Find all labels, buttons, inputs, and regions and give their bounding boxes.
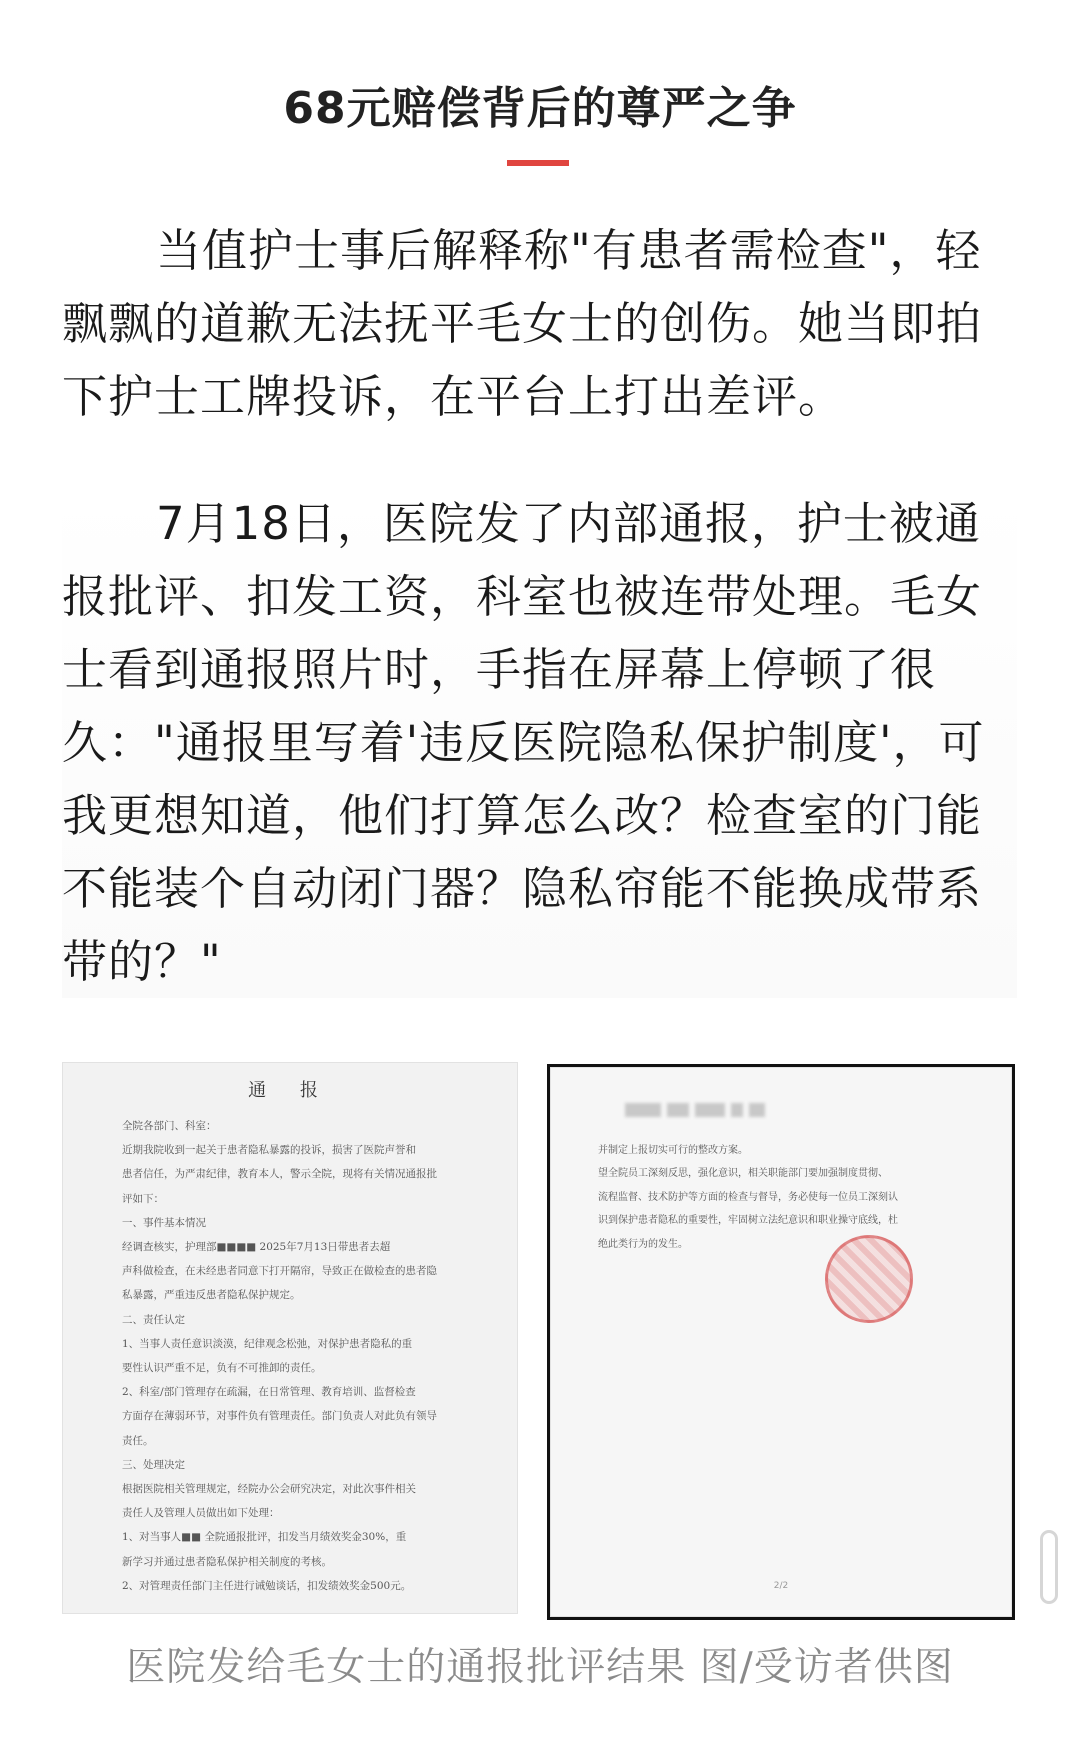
notice-line: 绝此类行为的发生。 [598,1238,688,1250]
scrollbar-thumb[interactable] [1040,1530,1058,1604]
notice-line: 责任。 [122,1434,154,1447]
notice-line: 声科做检查，在未经患者同意下打开隔帘，导致正在做检查的患者隐 [122,1265,437,1278]
notice-line: 2、对管理责任部门主任进行诫勉谈话，扣发绩效奖金500元。 [122,1579,412,1592]
image-caption: 医院发给毛女士的通报批评结果 图/受访者供图 [126,1645,954,1690]
notice-line: 责任人及管理人员做出如下处理： [122,1507,280,1520]
notice-line: 评如下： [122,1192,164,1205]
notice-line: 近期我院收到一起关于患者隐私暴露的投诉，损害了医院声誉和 [122,1144,416,1157]
notice-line: 1、当事人责任意识淡漠，纪律观念松弛，对保护患者隐私的重 [122,1337,413,1350]
paragraph-1: 当值护士事后解释称"有患者需检查"，轻飘飘的道歉无法抚平毛女士的创伤。她当即拍下护士工牌投诉，在平台上打出差评。 [62,224,983,423]
notice-line: 1、对当事人■■ 全院通报批评，扣发当月绩效奖金30%，重 [122,1531,407,1544]
notice-line: 三、处理决定 [122,1458,185,1471]
notice-line: 新学习并通过患者隐私保护相关制度的考核。 [122,1555,332,1568]
notice-line: 二、责任认定 [122,1313,185,1326]
notice-document-image-page-2[interactable] [547,1064,1015,1620]
notice-document-image-page-1[interactable] [62,1062,518,1614]
notice-line: 患者信任，为严肃纪律，教育本人，警示全院，现将有关情况通报批 [122,1168,437,1181]
notice-body [122,1114,492,1598]
article-title: 68元赔偿背后的尊严之争 [283,83,797,134]
paragraph-2: 7月18日，医院发了内部通报，护士被通报批评、扣发工资，科室也被连带处理。毛女士看到通报照片时，手指在屏幕上停顿了很久："通报里写着'违反医院隐私保护制度'，可我更想知道，他们打算怎么改？检查室的门能不能装个自动闭门器？隐私帘能不能换成带系带的？" [62,487,1017,998]
notice-line: 望全院员工深刻反思，强化意识，相关职能部门要加强制度贯彻、 [598,1168,888,1180]
notice-line: 流程监督、技术防护等方面的检查与督导，务必使每一位员工深刻认 [598,1191,898,1203]
title-underline [507,160,569,166]
notice-line: 一、事件基本情况 [122,1216,206,1229]
notice-heading: 通 报 [248,1080,332,1101]
notice-line: 经调查核实，护理部■■■■ 2025年7月13日带患者去超 [122,1241,391,1254]
notice-line: 全院各部门、科室： [122,1120,217,1132]
notice-line: 识到保护患者隐私的重要性，牢固树立法纪意识和职业操守底线，杜 [598,1215,898,1227]
official-seal-icon [825,1235,913,1323]
notice-body-page-2 [598,1139,978,1256]
notice-line: 要性认识严重不足，负有不可推卸的责任。 [122,1362,322,1375]
notice-line: 并制定上报切实可行的整改方案。 [598,1145,748,1156]
notice-line: 私暴露，严重违反患者隐私保护规定。 [122,1289,301,1302]
page-number: 2/2 [773,1581,789,1591]
notice-line: 根据医院相关管理规定，经院办公会研究决定，对此次事件相关 [122,1483,416,1496]
notice-line: 2、科室/部门管理存在疏漏，在日常管理、教育培训、监督检查 [122,1386,416,1399]
redacted-header [625,1103,765,1117]
notice-line: 方面存在薄弱环节，对事件负有管理责任。部门负责人对此负有领导 [122,1410,437,1423]
